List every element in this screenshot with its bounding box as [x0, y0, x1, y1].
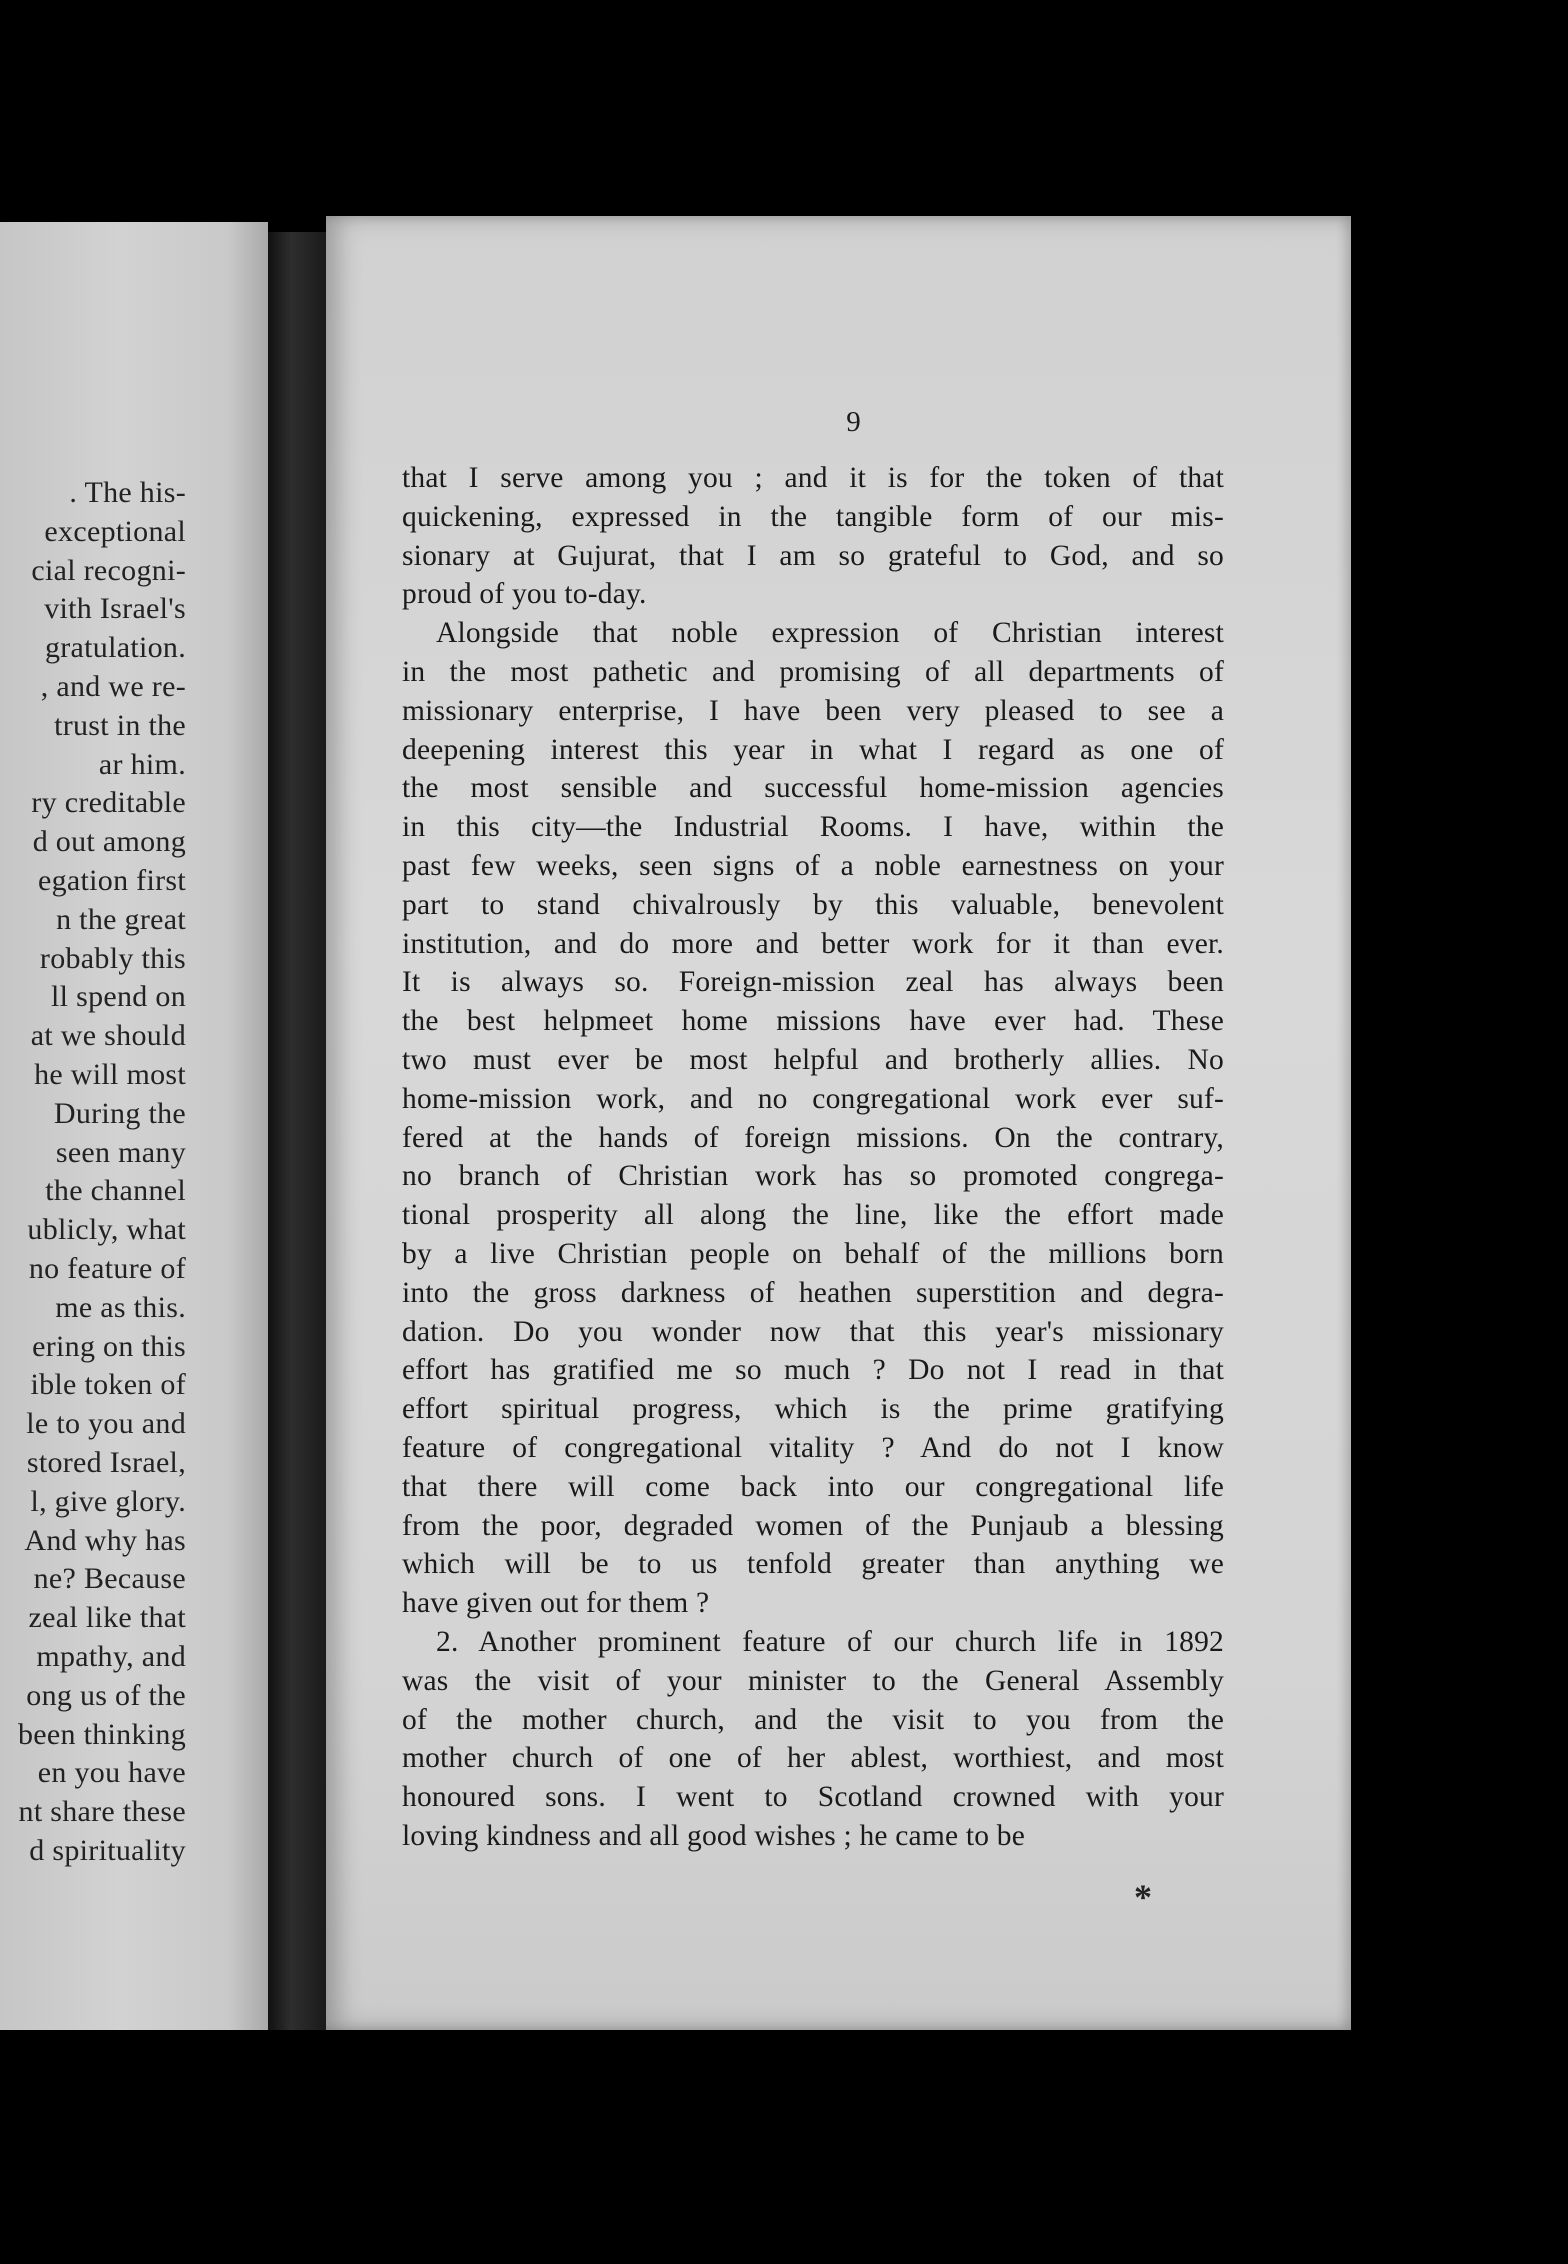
text-line: that there will come back into our congregational life: [402, 1470, 1224, 1503]
text-line: the best helpmeet home missions have ever had. These: [402, 1005, 1224, 1038]
text-line: quickening, expressed in the tangible form of our mis-: [402, 500, 1224, 533]
right-page: [326, 216, 1351, 2030]
text-line: proud of you to-day.: [402, 578, 647, 611]
left-page-fragment: [0, 222, 268, 2030]
text-line: institution, and do more and better work for it than ever.: [402, 927, 1224, 960]
left-page-line: trust in the: [54, 708, 186, 742]
text-line: effort spiritual progress, which is the prime gratifying: [402, 1393, 1224, 1426]
text-line: into the gross darkness of heathen superstition and degra-: [402, 1276, 1224, 1309]
text-line: missionary enterprise, I have been very pleased to see a: [402, 694, 1224, 727]
left-page-line: robably this: [39, 941, 186, 975]
text-line: in this city—the Industrial Rooms. I have, within the: [402, 811, 1224, 844]
left-page-line: le to you and: [26, 1407, 186, 1441]
left-page-line: nt share these: [18, 1795, 186, 1829]
text-line: Alongside that noble expression of Christian interest: [436, 617, 1224, 650]
left-page-line: mpathy, and: [36, 1639, 186, 1673]
text-line: 2. Another prominent feature of our church life in 1892: [436, 1625, 1224, 1658]
left-page-line: gratulation.: [44, 631, 186, 665]
left-page-line: ll spend on: [51, 980, 186, 1014]
text-line: feature of congregational vitality ? And do not I know: [402, 1431, 1224, 1464]
text-line: home-mission work, and no congregational work ever suf-: [402, 1082, 1224, 1115]
text-line: two must ever be most helpful and brotherly allies. No: [402, 1043, 1224, 1076]
left-page-line: the channel: [45, 1174, 186, 1208]
text-line: loving kindness and all good wishes ; he came to be: [402, 1819, 1026, 1852]
left-page-line: egation first: [37, 863, 186, 897]
left-page-line: n the great: [56, 902, 186, 936]
text-line: mother church of one of her ablest, worthiest, and most: [402, 1742, 1224, 1775]
text-line: part to stand chivalrously by this valuable, benevolent: [402, 888, 1224, 921]
left-page-line: he will most: [34, 1057, 186, 1091]
left-page-line: exceptional: [44, 514, 186, 548]
text-line: tional prosperity all along the line, like the effort made: [402, 1199, 1224, 1232]
left-page-line: And why has: [24, 1523, 186, 1557]
left-page-line: ible token of: [30, 1368, 186, 1402]
text-line: It is always so. Foreign-mission zeal has always been: [402, 966, 1224, 999]
left-page-line: d spirituality: [29, 1833, 186, 1867]
page-number: 9: [846, 406, 861, 438]
left-page-line: ering on this: [32, 1329, 186, 1363]
left-page-line: been thinking: [17, 1717, 186, 1751]
left-page-line: , and we re-: [40, 669, 186, 703]
text-line: dation. Do you wonder now that this year's missionary: [402, 1315, 1224, 1348]
left-page-line: ar him.: [98, 747, 186, 781]
text-line: from the poor, degraded women of the Punjaub a blessing: [402, 1509, 1224, 1542]
left-page-line: ry creditable: [31, 786, 186, 820]
text-line: of the mother church, and the visit to you from the: [402, 1703, 1224, 1736]
text-line: have given out for them ?: [402, 1587, 710, 1620]
left-page-line: at we should: [30, 1019, 186, 1053]
left-page-line: zeal like that: [28, 1601, 186, 1635]
text-line: that I serve among you ; and it is for the token of that: [402, 462, 1224, 494]
left-page-line: . The his-: [69, 476, 186, 509]
text-line: sionary at Gujurat, that I am so grateful to God, and so: [402, 539, 1224, 572]
text-line: honoured sons. I went to Scotland crowned with your: [402, 1781, 1224, 1814]
text-line: in the most pathetic and promising of all departments of: [402, 655, 1224, 688]
book-gutter: [268, 232, 326, 2030]
catchword-asterisk: *: [1134, 1877, 1152, 1917]
text-line: deepening interest this year in what I regard as one of: [402, 733, 1224, 766]
left-page-line: d out among: [32, 825, 186, 859]
left-page-line: ne? Because: [33, 1562, 186, 1596]
body-text: [402, 459, 1224, 1856]
text-line: by a live Christian people on behalf of the millions born: [402, 1237, 1224, 1270]
text-line: past few weeks, seen signs of a noble earnestness on your: [402, 849, 1224, 882]
left-page-line: ublicly, what: [27, 1213, 186, 1247]
left-page-line: cial recogni-: [31, 553, 186, 587]
text-line: the most sensible and successful home-mission agencies: [402, 772, 1224, 805]
left-page-text: [0, 474, 186, 1871]
left-page-line: l, give glory.: [30, 1484, 186, 1518]
left-page-line: seen many: [55, 1135, 186, 1169]
left-page-line: me as this.: [55, 1290, 186, 1324]
left-page-line: no feature of: [28, 1251, 186, 1285]
text-line: which will be to us tenfold greater than anything we: [402, 1548, 1224, 1581]
left-page-line: en you have: [37, 1756, 186, 1790]
text-line: no branch of Christian work has so promoted congrega-: [402, 1160, 1224, 1193]
text-line: fered at the hands of foreign missions. On the contrary,: [402, 1121, 1224, 1154]
text-line: effort has gratified me so much ? Do not I read in that: [402, 1354, 1224, 1387]
text-line: was the visit of your minister to the General Assembly: [402, 1664, 1224, 1697]
left-page-line: vith Israel's: [44, 592, 186, 626]
left-page-line: stored Israel,: [26, 1445, 186, 1479]
left-page-line: ong us of the: [26, 1678, 186, 1712]
left-page-line: During the: [53, 1096, 186, 1130]
